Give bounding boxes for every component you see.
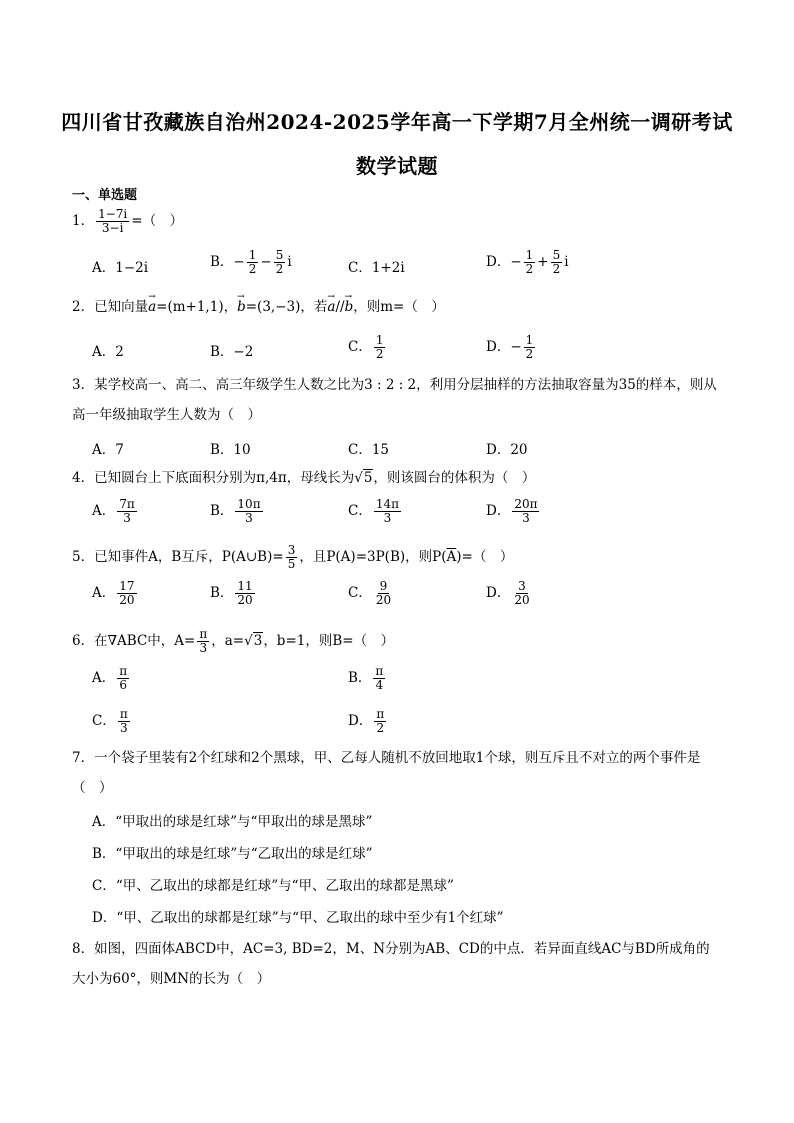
option-a: A．7 <box>92 442 124 458</box>
option-c: C．“甲、乙取出的球都是红球”与“甲、乙取出的球都是黑球” <box>92 878 454 894</box>
option-a: A．1−2i <box>92 260 149 276</box>
option-d: D． $\frac{3}{20}$ <box>486 579 530 607</box>
question-6: 6．在∇ABC中，A= $\frac{\pi}{3}$ ，a=√3，b=1，则B=（ ） <box>72 627 395 655</box>
option-a: A．2 <box>92 344 124 360</box>
section-heading: 一、单选题 <box>72 188 138 203</box>
option-c: C． $\frac{\pi}{3}$ <box>92 707 128 735</box>
fraction: $\frac{1-7i}{3-i}$ <box>98 207 128 235</box>
question-7: 7．一个袋子里装有2个红球和2个黑球，甲、乙每人随机不放回地取1个球，则互斥且不对立的两个事件是（ ） <box>72 750 701 796</box>
option-b: B．10 <box>210 442 251 458</box>
option-b: B．− $\frac{1}{2}$ − $\frac{5}{2}$ i <box>210 248 292 276</box>
vector-b: → b <box>237 297 246 317</box>
option-a: A．“甲取出的球是红球”与“甲取出的球是黑球” <box>92 814 373 830</box>
sqrt: √5 <box>354 470 373 486</box>
option-d: D． $\frac{20\pi}{3}$ <box>486 497 538 525</box>
option-d: D． $\frac{\pi}{2}$ <box>348 707 385 735</box>
question-number: 1． <box>72 213 95 229</box>
option-b: B． $\frac{11}{20}$ <box>210 579 253 607</box>
vector-a: → a <box>148 297 156 317</box>
option-a: A． $\frac{17}{20}$ <box>92 579 135 607</box>
option-c: C． $\frac{1}{2}$ <box>348 333 384 361</box>
option-d: D．20 <box>486 442 528 458</box>
option-a: A． $\frac{7\pi}{3}$ <box>92 497 135 525</box>
option-b: B． $\frac{10\pi}{3}$ <box>210 497 261 525</box>
option-d: D．“甲、乙取出的球都是红球”与“甲、乙取出的球中至少有1个红球” <box>92 910 504 926</box>
option-c: C． $\frac{14\pi}{3}$ <box>348 497 399 525</box>
exam-subtitle: 数学试题 <box>356 154 438 178</box>
sqrt: √3 <box>244 633 263 649</box>
option-a: A． $\frac{\pi}{6}$ <box>92 664 128 692</box>
question-2: 2．已知向量→ a=(m+1,1)，→ b=(3,−3)，若→ a//→ b，则m=（ ） <box>72 297 445 317</box>
question-5: 5．已知事件A，B互斥，P(A∪B)= $\frac{3}{5}$ ，且P(A)=3P(B)，则$P(\overline{A})=$（ ） <box>72 543 514 571</box>
exam-title: 四川省甘孜藏族自治州2024-2025学年高一下学期7月全州统一调研考试 <box>61 110 733 134</box>
option-c: C．1+2i <box>348 260 405 276</box>
question-4: 4．已知圆台上下底面积分别为π,4π，母线长为√5，则该圆台的体积为（ ） <box>72 470 536 486</box>
question-3: 3．某学校高一、高二、高三年级学生人数之比为3 : 2 : 2，利用分层抽样的方法抽取容量为35的样本，则从高一年级抽取学生人数为（ ） <box>72 377 717 423</box>
option-d: D．− $\frac{1}{2}$ <box>486 333 534 361</box>
question-1: 1． $\frac{1-7i}{3-i}$ =（ ） <box>72 207 184 235</box>
option-b: B． $\frac{\pi}{4}$ <box>348 664 384 692</box>
option-c: C． $\frac{9}{20}$ <box>348 579 392 607</box>
option-c: C．15 <box>348 442 390 458</box>
option-d: D．− $\frac{1}{2}$ + $\frac{5}{2}$ i <box>486 248 569 276</box>
question-8: 8．如图，四面体ABCD中，AC=3, BD=2，M、N分别为AB、CD的中点．若异面直线AC与BD所成角的大小为60°，则MN的长为（ ） <box>72 941 710 987</box>
option-b: B．−2 <box>210 344 254 360</box>
option-b: B．“甲取出的球是红球”与“乙取出的球是红球” <box>92 846 373 862</box>
